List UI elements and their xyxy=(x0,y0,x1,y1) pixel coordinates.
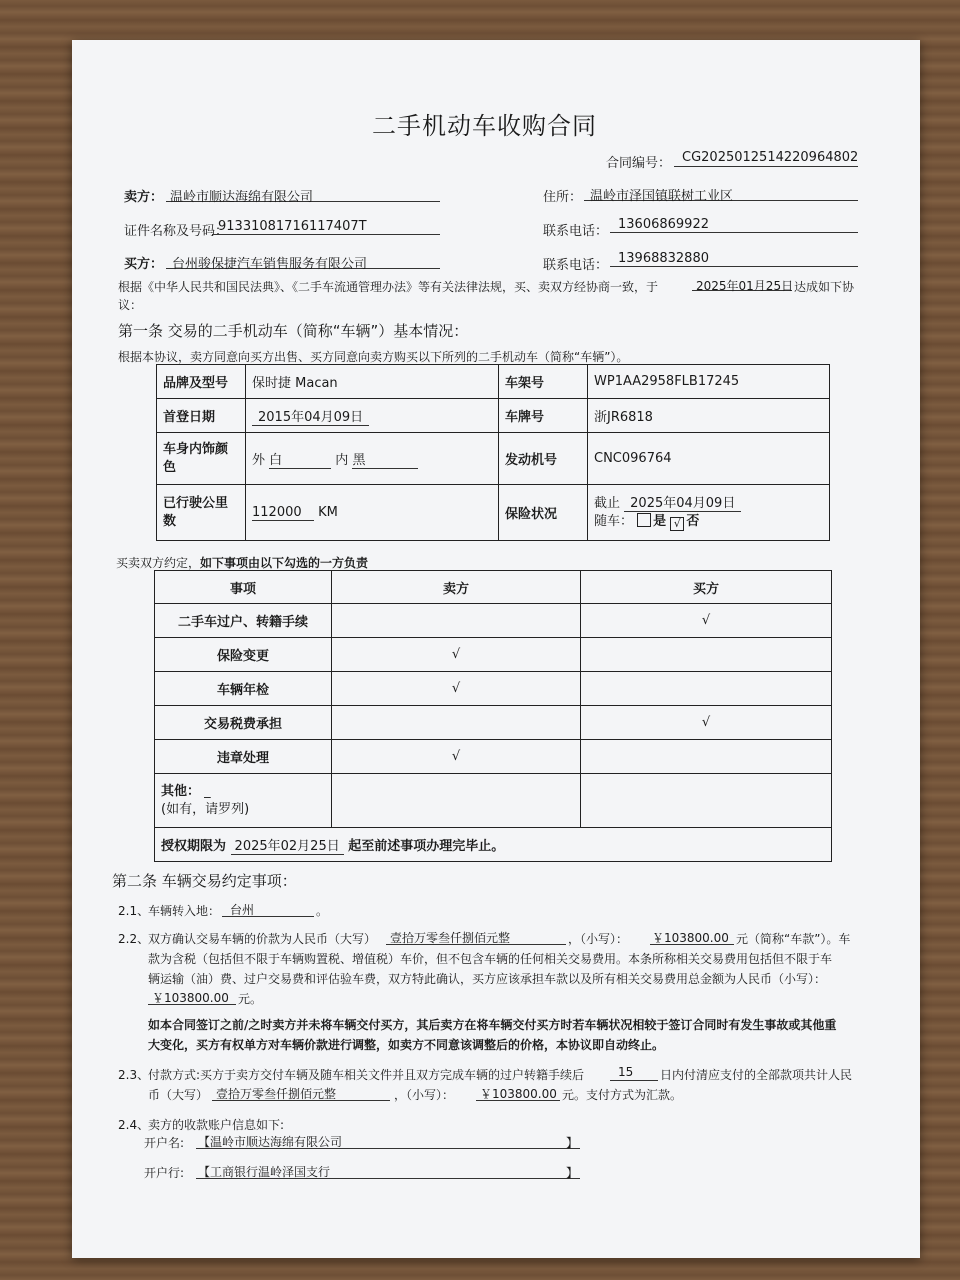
ins-no-label: 否 xyxy=(686,513,700,529)
mileage-unit: KM xyxy=(318,504,338,520)
document-title: 二手机动车收购合同 xyxy=(372,112,597,140)
first-reg-label: 首登日期 xyxy=(157,399,246,433)
s22-total: ￥103800.00 xyxy=(152,991,229,1005)
seller-phone-label: 联系电话： xyxy=(543,224,609,239)
mileage-label: 已行驶公里数 xyxy=(157,485,246,541)
plate-value: 浙JR6818 xyxy=(588,399,830,433)
first-reg-value: 2015年04月09日 xyxy=(252,410,369,426)
table-row xyxy=(155,604,832,638)
s23-text-a: 付款方式:买方于卖方交付车辆及随车相关文件并且双方完成车辆的过户转籍手续后 xyxy=(148,1068,585,1082)
s21-value: 台州 xyxy=(230,903,255,917)
intro-tail-2: 议： xyxy=(118,298,143,312)
id-number: 91331081716117407T xyxy=(218,219,367,234)
s22-small: ￥103800.00 xyxy=(652,931,729,945)
s22-text-c: 元（简称“车款”）。车 xyxy=(736,932,851,946)
int-value: 黑 xyxy=(352,449,418,469)
other-seller[interactable] xyxy=(332,774,581,828)
matter-buyer-check[interactable] xyxy=(581,672,832,706)
matters-table xyxy=(154,570,832,862)
s23-text-e: 元。支付方式为汇款。 xyxy=(562,1088,683,1102)
head-item: 事项 xyxy=(155,571,332,604)
color-label: 车身内饰颜色 xyxy=(157,433,246,485)
vin-value: WP1AA2958FLB17245 xyxy=(588,365,830,399)
article-1-intro: 根据本协议，卖方同意向买方出售、买方同意向卖方购买以下所列的二手机动车（简称“车辆”）。 xyxy=(118,350,629,364)
acct-name-label: 开户名: xyxy=(144,1136,185,1150)
matter-buyer-check[interactable] xyxy=(581,740,832,774)
auth-label: 授权期限为 xyxy=(161,839,227,854)
matter-item: 保险变更 xyxy=(155,638,332,672)
s22-line-2: 款为含税（包括但不限于车辆购置税、增值税）车价，但不包含车辆的任何相关交易费用。本条所称相关交易费用包括但不限于车 xyxy=(148,952,833,966)
agree-intro-b: 如下事项由以下勾选的一方负责 xyxy=(200,556,369,570)
contract-paper xyxy=(72,40,920,1258)
s23-text-c: 币（大写） xyxy=(148,1088,209,1102)
other-buyer[interactable] xyxy=(581,774,832,828)
ins-no-checkbox[interactable]: √ xyxy=(670,517,684,531)
s21-num: 2.1、 xyxy=(118,904,150,918)
buyer-phone-label: 联系电话： xyxy=(543,258,609,273)
ins-with-label: 随车： xyxy=(594,513,634,529)
article-1-title: 第一条 交易的二手机动车（简称“车辆”）基本情况： xyxy=(118,322,469,340)
bank-field xyxy=(198,1163,330,1180)
s22-total-tail: 元。 xyxy=(238,992,263,1006)
table-row xyxy=(155,740,832,774)
seller-name: 温岭市顺达海绵有限公司 xyxy=(170,190,314,205)
vehicle-table xyxy=(156,364,830,541)
bold-paragraph-1: 如本合同签订之前/之时卖方并未将车辆交付买方，其后卖方在将车辆交付买方时若车辆状况相较于签订合同时有发生事故或其他重 xyxy=(148,1018,837,1032)
engine-label: 发动机号 xyxy=(499,433,588,485)
matter-seller-check[interactable] xyxy=(332,706,581,740)
table-row xyxy=(155,706,832,740)
agree-intro-a: 买卖双方约定， xyxy=(116,556,201,570)
color-cell xyxy=(246,433,499,485)
auth-date: 2025年02月25日 xyxy=(231,839,344,855)
buyer-name: 台州骏保捷汽车销售服务有限公司 xyxy=(172,257,368,272)
s22-text-a: 双方确认交易车辆的价款为人民币（大写） xyxy=(148,932,377,946)
s23-text-d: ，（小写）： xyxy=(394,1088,455,1102)
address: 温岭市泽国镇联树工业区 xyxy=(590,189,734,204)
s24-num: 2.4、 xyxy=(118,1118,150,1132)
buyer-label: 买方： xyxy=(124,257,164,272)
s23-num: 2.3、 xyxy=(118,1068,150,1082)
s23-text-b: 日内付清应支付的全部款项共计人民 xyxy=(660,1068,853,1082)
insurance-until-row xyxy=(594,495,823,513)
s22-line-3: 辆运输（油）费、过户交易费和评估验车费，双方特此确认，买方应该承担车款以及所有相关交易费用总金额为人民币（小写）： xyxy=(148,972,827,986)
engine-value: CNC096764 xyxy=(588,433,830,485)
bracket-left: 【 xyxy=(198,1165,211,1179)
bracket-left: 【 xyxy=(198,1135,211,1149)
ins-until-value: 2025年04月09日 xyxy=(624,496,741,512)
intro-date: 2025年01月25日 xyxy=(696,279,794,293)
bracket-right: 】 xyxy=(566,1136,579,1150)
contract-no-label: 合同编号： xyxy=(606,156,672,171)
id-label: 证件名称及号码： xyxy=(124,224,229,239)
acct-name-field xyxy=(198,1133,342,1150)
mileage-value: 112000 xyxy=(252,505,314,521)
insurance-label: 保险状况 xyxy=(499,485,588,541)
other-note: (如有，请罗列) xyxy=(161,801,250,817)
ext-value: 白 xyxy=(269,449,331,469)
bank-name: 工商银行温岭泽国支行 xyxy=(210,1165,331,1179)
bracket-right: 】 xyxy=(566,1166,579,1180)
int-label: 内 xyxy=(335,452,349,468)
bold-paragraph-2: 大变化，买方有权单方对车辆价款进行调整，如卖方不同意该调整后的价格，本协议即自动终止。 xyxy=(148,1038,665,1052)
matter-item: 二手车过户、转籍手续 xyxy=(155,604,332,638)
matter-seller-check[interactable]: √ xyxy=(332,740,581,774)
matter-buyer-check[interactable] xyxy=(581,638,832,672)
mileage-cell xyxy=(246,485,499,541)
s22-num: 2.2、 xyxy=(118,932,150,946)
acct-name: 温岭市顺达海绵有限公司 xyxy=(210,1135,343,1149)
other-value: _ xyxy=(204,783,211,799)
s24-label: 卖方的收款账户信息如下: xyxy=(148,1118,285,1132)
auth-tail: 起至前述事项办理完毕止。 xyxy=(348,839,505,854)
matter-item: 车辆年检 xyxy=(155,672,332,706)
s22-big: 壹拾万零叁仟捌佰元整 xyxy=(390,931,511,945)
insurance-with-row xyxy=(594,513,823,531)
article-2-title: 第二条 车辆交易约定事项： xyxy=(112,872,297,890)
seller-phone: 13606869922 xyxy=(618,217,709,232)
head-buyer: 买方 xyxy=(581,571,832,604)
matter-seller-check[interactable]: √ xyxy=(332,638,581,672)
other-cell xyxy=(155,774,332,828)
ins-until-label: 截止 xyxy=(594,495,621,511)
ext-label: 外 xyxy=(252,452,266,468)
auth-row xyxy=(155,828,832,862)
buyer-phone: 13968832880 xyxy=(618,251,709,266)
s23-big: 壹拾万零叁仟捌佰元整 xyxy=(216,1087,337,1101)
insurance-cell xyxy=(588,485,830,541)
matter-item: 交易税费承担 xyxy=(155,706,332,740)
table-row xyxy=(155,638,832,672)
address-label: 住所： xyxy=(543,190,583,205)
s23-small: ￥103800.00 xyxy=(480,1087,557,1101)
bank-label: 开户行: xyxy=(144,1166,185,1180)
table-row xyxy=(155,672,832,706)
first-reg-cell xyxy=(246,399,499,433)
s22-text-b: ，（小写）： xyxy=(568,932,629,946)
contract-no: CG2025012514220964802 xyxy=(682,150,859,165)
other-row xyxy=(155,774,832,828)
auth-cell xyxy=(155,828,832,862)
agree-intro xyxy=(116,554,368,571)
s21-end: 。 xyxy=(316,904,329,918)
matter-item: 违章处理 xyxy=(155,740,332,774)
intro-tail: 达成如下协 xyxy=(794,280,855,294)
matter-buyer-check[interactable]: √ xyxy=(581,706,832,740)
ins-yes-checkbox[interactable] xyxy=(637,513,651,527)
ins-yes-label: 是 xyxy=(653,513,667,529)
matter-buyer-check[interactable]: √ xyxy=(581,604,832,638)
head-seller: 卖方 xyxy=(332,571,581,604)
plate-label: 车牌号 xyxy=(499,399,588,433)
seller-label: 卖方： xyxy=(124,190,164,205)
s23-days: 15 xyxy=(618,1065,634,1079)
vin-label: 车架号 xyxy=(499,365,588,399)
matter-seller-check[interactable]: √ xyxy=(332,672,581,706)
other-label: 其他： xyxy=(161,783,201,799)
matter-seller-check[interactable] xyxy=(332,604,581,638)
s21-label: 车辆转入地： xyxy=(148,904,221,918)
brand-label: 品牌及型号 xyxy=(157,365,246,399)
brand-value: 保时捷 Macan xyxy=(246,365,499,399)
intro-text: 根据《中华人民共和国民法典》、《二手车流通管理办法》等有关法律法规，买、卖双方经协商一致，于 xyxy=(118,280,659,294)
